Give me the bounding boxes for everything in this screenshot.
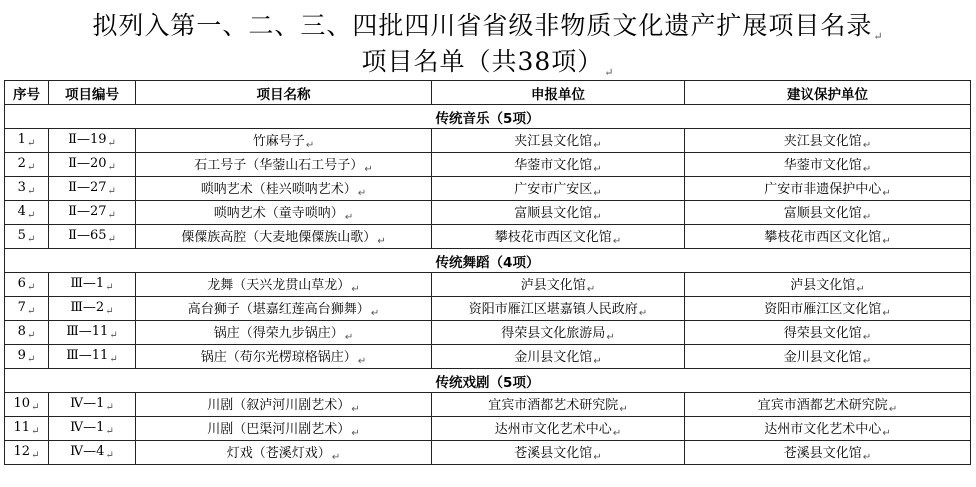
cell-seq-text: 7	[17, 300, 26, 315]
paragraph-mark-icon: ↵	[351, 284, 360, 295]
cell-seq	[5, 129, 49, 153]
paragraph-mark-icon: ↵	[107, 234, 116, 245]
cell-protector	[685, 153, 971, 177]
cell-protector-text: 富顺县文化馆	[783, 206, 862, 221]
cell-code	[49, 417, 136, 441]
paragraph-mark-icon: ↵	[364, 164, 373, 175]
cell-applicant-text: 苍溪县文化馆	[514, 446, 593, 461]
paragraph-mark-icon: ↵	[882, 308, 891, 319]
paragraph-mark-icon: ↵	[862, 452, 872, 463]
cell-applicant-text: 宜宾市酒都艺术研究院	[488, 398, 619, 413]
paragraph-mark-icon: ↵	[862, 140, 872, 151]
paragraph-mark-icon: ↵	[882, 428, 891, 439]
cell-protector-text: 苍溪县文化馆	[783, 446, 862, 461]
cell-seq	[5, 393, 49, 417]
cell-applicant-text: 攀枝花市西区文化馆	[494, 230, 612, 245]
paragraph-mark-icon: ↵	[856, 284, 865, 295]
cell-applicant	[432, 273, 685, 297]
cell-seq	[5, 153, 49, 177]
cell-name-text: 唢呐艺术（桂兴唢呐艺术）	[200, 182, 357, 197]
cell-seq	[5, 345, 49, 369]
cell-code	[49, 201, 136, 225]
cell-code-text: Ⅲ—11	[66, 348, 109, 363]
cell-name	[136, 273, 432, 297]
paragraph-mark-icon: ↵	[305, 140, 315, 151]
paragraph-mark-icon: ↵	[105, 306, 114, 317]
paragraph-mark-icon: ↵	[604, 66, 615, 79]
paragraph-mark-icon: ↵	[31, 450, 40, 461]
table-row	[5, 321, 971, 345]
cell-name	[136, 201, 432, 225]
cell-name-text: 川剧（巴渠河川剧艺术）	[207, 422, 351, 437]
cell-name	[136, 345, 432, 369]
table-row	[5, 129, 971, 153]
table-header-row	[5, 81, 971, 105]
cell-protector	[685, 177, 971, 201]
cell-applicant-text: 金川县文化馆	[514, 350, 593, 365]
cell-protector	[685, 129, 971, 153]
cell-seq-text: 11	[13, 420, 31, 435]
paragraph-mark-icon: ↵	[862, 356, 872, 367]
paragraph-mark-icon: ↵	[331, 452, 341, 463]
cell-code	[49, 441, 136, 465]
paragraph-mark-icon: ↵	[862, 212, 872, 223]
cell-name	[136, 297, 432, 321]
table-row	[5, 201, 971, 225]
section-header-row	[5, 249, 971, 273]
paragraph-mark-icon: ↵	[26, 210, 36, 221]
cell-protector	[685, 417, 971, 441]
section-title: 传统戏剧（5项）	[5, 369, 971, 393]
cell-applicant	[432, 201, 685, 225]
cell-code	[49, 345, 136, 369]
paragraph-mark-icon: ↵	[105, 402, 114, 413]
paragraph-mark-icon: ↵	[26, 138, 36, 149]
cell-seq-text: 10	[13, 396, 31, 411]
document-title-line-2	[0, 42, 976, 79]
cell-code	[49, 153, 136, 177]
paragraph-mark-icon: ↵	[377, 236, 386, 247]
cell-protector-text: 得荣县文化馆	[783, 326, 862, 341]
cell-seq	[5, 225, 49, 249]
paragraph-mark-icon: ↵	[593, 164, 602, 175]
cell-protector	[685, 273, 971, 297]
cell-name	[136, 321, 432, 345]
project-list-table	[4, 80, 971, 465]
cell-name	[136, 441, 432, 465]
paragraph-mark-icon: ↵	[107, 186, 116, 197]
cell-protector-text: 夹江县文化馆	[783, 134, 862, 149]
paragraph-mark-icon: ↵	[593, 356, 602, 367]
paragraph-mark-icon: ↵	[593, 188, 602, 199]
cell-name-text: 石工号子（华蓥山石工号子）	[194, 158, 364, 173]
cell-code	[49, 129, 136, 153]
paragraph-mark-icon: ↵	[593, 452, 602, 463]
paragraph-mark-icon: ↵	[612, 428, 622, 439]
cell-seq-text: 4	[17, 204, 26, 219]
cell-code-text: Ⅱ—65	[68, 228, 107, 243]
cell-code-text: Ⅳ—1	[70, 420, 105, 435]
cell-protector	[685, 345, 971, 369]
paragraph-mark-icon: ↵	[612, 236, 622, 247]
cell-applicant-text: 富顺县文化馆	[514, 206, 593, 221]
cell-protector-text: 华蓥市文化馆	[783, 158, 862, 173]
paragraph-mark-icon: ↵	[370, 308, 380, 319]
cell-code-text: Ⅳ—4	[70, 444, 105, 459]
cell-code	[49, 225, 136, 249]
paragraph-mark-icon: ↵	[351, 428, 360, 439]
paragraph-mark-icon: ↵	[26, 162, 36, 173]
paragraph-mark-icon: ↵	[882, 188, 891, 199]
paragraph-mark-icon: ↵	[26, 354, 36, 365]
cell-applicant	[432, 321, 685, 345]
section-title: 传统舞蹈（4项）	[5, 249, 971, 273]
header-applicant: 申报单位	[432, 81, 685, 105]
cell-protector	[685, 321, 971, 345]
title-line-1-text: 拟列入第一、二、三、四批四川省省级非物质文化遗产扩展项目名录	[92, 11, 873, 40]
cell-protector-text: 资阳市雁江区文化馆	[764, 302, 882, 317]
cell-name	[136, 393, 432, 417]
cell-protector	[685, 225, 971, 249]
cell-protector	[685, 201, 971, 225]
cell-seq	[5, 201, 49, 225]
cell-applicant-text: 泸县文化馆	[520, 278, 586, 293]
paragraph-mark-icon: ↵	[357, 188, 367, 199]
paragraph-mark-icon: ↵	[351, 404, 360, 415]
cell-applicant	[432, 153, 685, 177]
paragraph-mark-icon: ↵	[105, 282, 114, 293]
cell-code-text: Ⅲ—11	[66, 324, 109, 339]
cell-seq-text: 5	[17, 228, 26, 243]
cell-code-text: Ⅱ—27	[68, 180, 107, 195]
table-row	[5, 153, 971, 177]
cell-name-text: 唢呐艺术（童寺唢呐）	[213, 206, 344, 221]
cell-protector-text: 宜宾市酒都艺术研究院	[757, 398, 888, 413]
cell-name-text: 灯戏（苍溪灯戏）	[226, 446, 331, 461]
table-row	[5, 177, 971, 201]
cell-applicant-text: 广安市广安区	[514, 182, 593, 197]
cell-applicant-text: 夹江县文化馆	[514, 134, 593, 149]
paragraph-mark-icon: ↵	[357, 356, 367, 367]
table-row	[5, 225, 971, 249]
table-row	[5, 417, 971, 441]
cell-protector	[685, 441, 971, 465]
document-title-line-1	[0, 6, 976, 43]
cell-name	[136, 177, 432, 201]
paragraph-mark-icon: ↵	[638, 308, 648, 319]
cell-seq-text: 6	[17, 276, 26, 291]
cell-name-text: 竹麻号子	[252, 134, 305, 149]
cell-name-text: 傈僳族高腔（大麦地傈僳族山歌）	[181, 230, 377, 245]
cell-name-text: 龙舞（天兴龙贯山草龙）	[207, 278, 351, 293]
paragraph-mark-icon: ↵	[593, 212, 602, 223]
paragraph-mark-icon: ↵	[109, 330, 118, 341]
cell-name	[136, 417, 432, 441]
header-protector: 建议保护单位	[685, 81, 971, 105]
cell-applicant	[432, 297, 685, 321]
cell-name	[136, 129, 432, 153]
section-title: 传统音乐（5项）	[5, 105, 971, 129]
cell-code-text: Ⅲ—1	[70, 276, 105, 291]
cell-protector-text: 泸县文化馆	[790, 278, 856, 293]
cell-name	[136, 225, 432, 249]
paragraph-mark-icon: ↵	[26, 186, 36, 197]
cell-protector	[685, 297, 971, 321]
header-code: 项目编号	[49, 81, 136, 105]
paragraph-mark-icon: ↵	[107, 162, 116, 173]
paragraph-mark-icon: ↵	[105, 426, 114, 437]
cell-seq-text: 8	[17, 324, 26, 339]
cell-protector-text: 达州市文化艺术中心	[764, 422, 882, 437]
cell-code-text: Ⅱ—19	[68, 132, 107, 147]
table-row	[5, 393, 971, 417]
paragraph-mark-icon: ↵	[888, 404, 898, 415]
cell-name-text: 川剧（叙泸河川剧艺术）	[207, 398, 351, 413]
cell-code-text: Ⅳ—1	[70, 396, 105, 411]
paragraph-mark-icon: ↵	[619, 404, 628, 415]
cell-name-text: 锅庄（得荣九步锅庄）	[213, 326, 344, 341]
paragraph-mark-icon: ↵	[107, 210, 116, 221]
cell-protector-text: 广安市非遗保护中心	[764, 182, 882, 197]
cell-code	[49, 297, 136, 321]
paragraph-mark-icon: ↵	[26, 282, 36, 293]
cell-protector-text: 攀枝花市西区文化馆	[764, 230, 882, 245]
cell-code	[49, 177, 136, 201]
cell-seq-text: 2	[17, 156, 26, 171]
section-header-row	[5, 105, 971, 129]
table-row	[5, 441, 971, 465]
paragraph-mark-icon: ↵	[873, 30, 884, 43]
paragraph-mark-icon: ↵	[107, 138, 116, 149]
cell-applicant	[432, 129, 685, 153]
cell-seq	[5, 177, 49, 201]
cell-protector-text: 金川县文化馆	[783, 350, 862, 365]
cell-seq	[5, 321, 49, 345]
cell-applicant	[432, 225, 685, 249]
paragraph-mark-icon: ↵	[606, 332, 615, 343]
table-row	[5, 345, 971, 369]
cell-applicant	[432, 345, 685, 369]
cell-seq-text: 12	[13, 444, 31, 459]
paragraph-mark-icon: ↵	[586, 284, 596, 295]
section-header-row	[5, 369, 971, 393]
cell-code	[49, 273, 136, 297]
cell-seq	[5, 297, 49, 321]
paragraph-mark-icon: ↵	[105, 450, 114, 461]
cell-applicant-text: 达州市文化艺术中心	[494, 422, 612, 437]
paragraph-mark-icon: ↵	[26, 234, 36, 245]
cell-applicant-text: 得荣县文化旅游局	[501, 326, 606, 341]
cell-name-text: 高台狮子（堪嘉红莲高台狮舞）	[187, 302, 370, 317]
title-line-2-text: 项目名单（共38项）	[361, 47, 604, 76]
cell-seq-text: 1	[17, 132, 26, 147]
cell-code-text: Ⅱ—27	[68, 204, 107, 219]
cell-code-text: Ⅱ—20	[68, 156, 107, 171]
header-name: 项目名称	[136, 81, 432, 105]
table-row	[5, 297, 971, 321]
cell-code	[49, 393, 136, 417]
paragraph-mark-icon: ↵	[862, 164, 872, 175]
header-seq: 序号	[5, 81, 49, 105]
cell-seq-text: 9	[17, 348, 26, 363]
cell-applicant-text: 资阳市雁江区堪嘉镇人民政府	[468, 302, 638, 317]
table-body	[5, 105, 971, 465]
paragraph-mark-icon: ↵	[882, 236, 891, 247]
cell-seq	[5, 417, 49, 441]
cell-protector	[685, 393, 971, 417]
cell-applicant	[432, 177, 685, 201]
paragraph-mark-icon: ↵	[31, 402, 40, 413]
paragraph-mark-icon: ↵	[109, 354, 118, 365]
cell-applicant-text: 华蓥市文化馆	[514, 158, 593, 173]
paragraph-mark-icon: ↵	[344, 212, 354, 223]
cell-seq	[5, 273, 49, 297]
table-row	[5, 273, 971, 297]
cell-name	[136, 153, 432, 177]
cell-code	[49, 321, 136, 345]
paragraph-mark-icon: ↵	[31, 426, 40, 437]
cell-applicant	[432, 441, 685, 465]
cell-applicant	[432, 393, 685, 417]
cell-name-text: 锅庄（苟尔光楞琼格锅庄）	[200, 350, 357, 365]
paragraph-mark-icon: ↵	[26, 330, 36, 341]
paragraph-mark-icon: ↵	[862, 332, 872, 343]
paragraph-mark-icon: ↵	[593, 140, 602, 151]
paragraph-mark-icon: ↵	[26, 306, 36, 317]
paragraph-mark-icon: ↵	[344, 332, 354, 343]
cell-seq	[5, 441, 49, 465]
cell-applicant	[432, 417, 685, 441]
cell-code-text: Ⅲ—2	[70, 300, 105, 315]
cell-seq-text: 3	[17, 180, 26, 195]
